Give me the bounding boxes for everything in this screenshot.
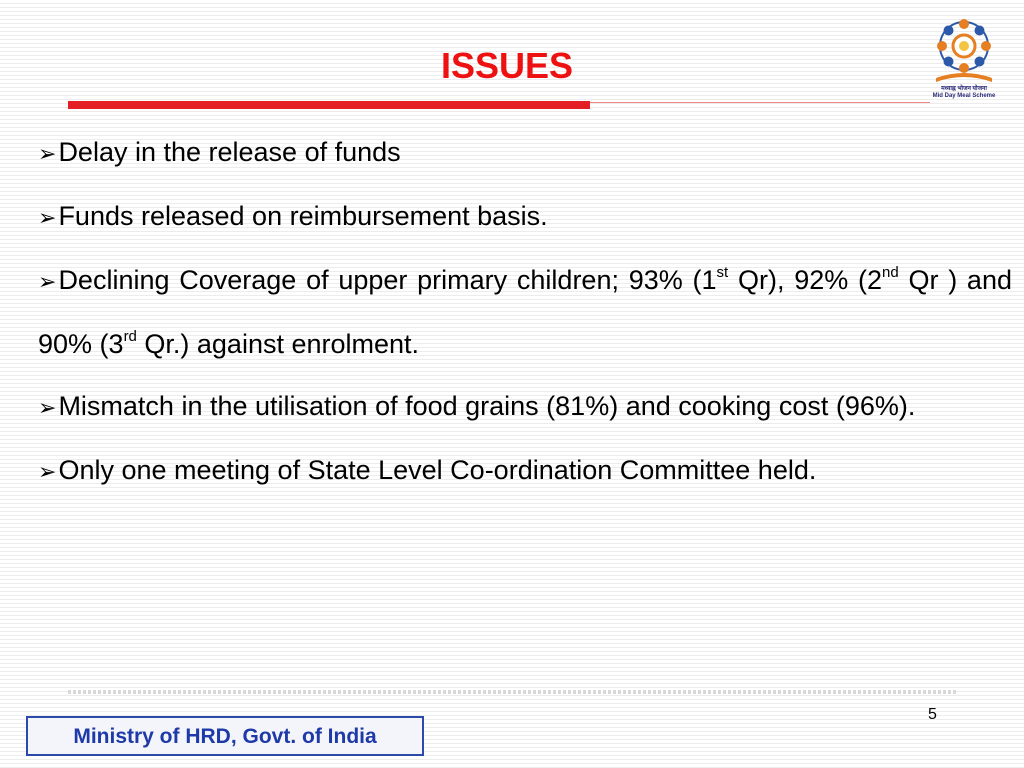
arrow-bullet-icon: ➢ — [38, 205, 57, 230]
bullet-item — [38, 439, 1012, 503]
page-number: 5 — [928, 706, 937, 723]
bullet-item — [38, 249, 1012, 375]
logo-caption-english: Mid Day Meal Scheme — [932, 93, 996, 99]
title-rule-thin — [590, 102, 930, 103]
bullet-text: Funds released on reimbursement basis. — [58, 201, 548, 231]
bullet-list — [38, 121, 1012, 503]
slide-title: ISSUES — [440, 45, 574, 86]
logo-caption — [920, 86, 1008, 100]
arrow-bullet-icon: ➢ — [38, 459, 57, 484]
footer-divider — [68, 690, 956, 694]
footer-ministry-label: Ministry of HRD, Govt. of India — [26, 716, 424, 756]
bullet-text: Qr.) against enrolment. — [136, 329, 420, 359]
bullet-item — [38, 375, 1012, 439]
superscript: nd — [882, 264, 899, 281]
bullet-text: Qr ) and 90% (3 — [38, 265, 1012, 359]
bullet-text: Delay in the release of funds — [58, 137, 401, 167]
arrow-bullet-icon: ➢ — [38, 269, 57, 294]
arrow-bullet-icon: ➢ — [38, 395, 57, 420]
bullet-text: Qr), 92% (2 — [728, 265, 882, 295]
bullet-text: Declining Coverage of upper primary children; 93% (1 — [58, 265, 717, 295]
bullet-text: Mismatch in the utilisation of food grains (81%) and cooking cost (96%). — [58, 391, 916, 421]
bullet-item — [38, 121, 1012, 185]
bullet-item — [38, 185, 1012, 249]
logo-caption-hindi: मध्याह्न भोजन योजना — [941, 86, 987, 92]
bullet-text: Only one meeting of State Level Co-ordination Committee held. — [58, 455, 817, 485]
superscript: rd — [123, 328, 137, 345]
superscript: st — [716, 264, 729, 281]
arrow-bullet-icon: ➢ — [38, 141, 57, 166]
title-underline — [68, 101, 590, 109]
